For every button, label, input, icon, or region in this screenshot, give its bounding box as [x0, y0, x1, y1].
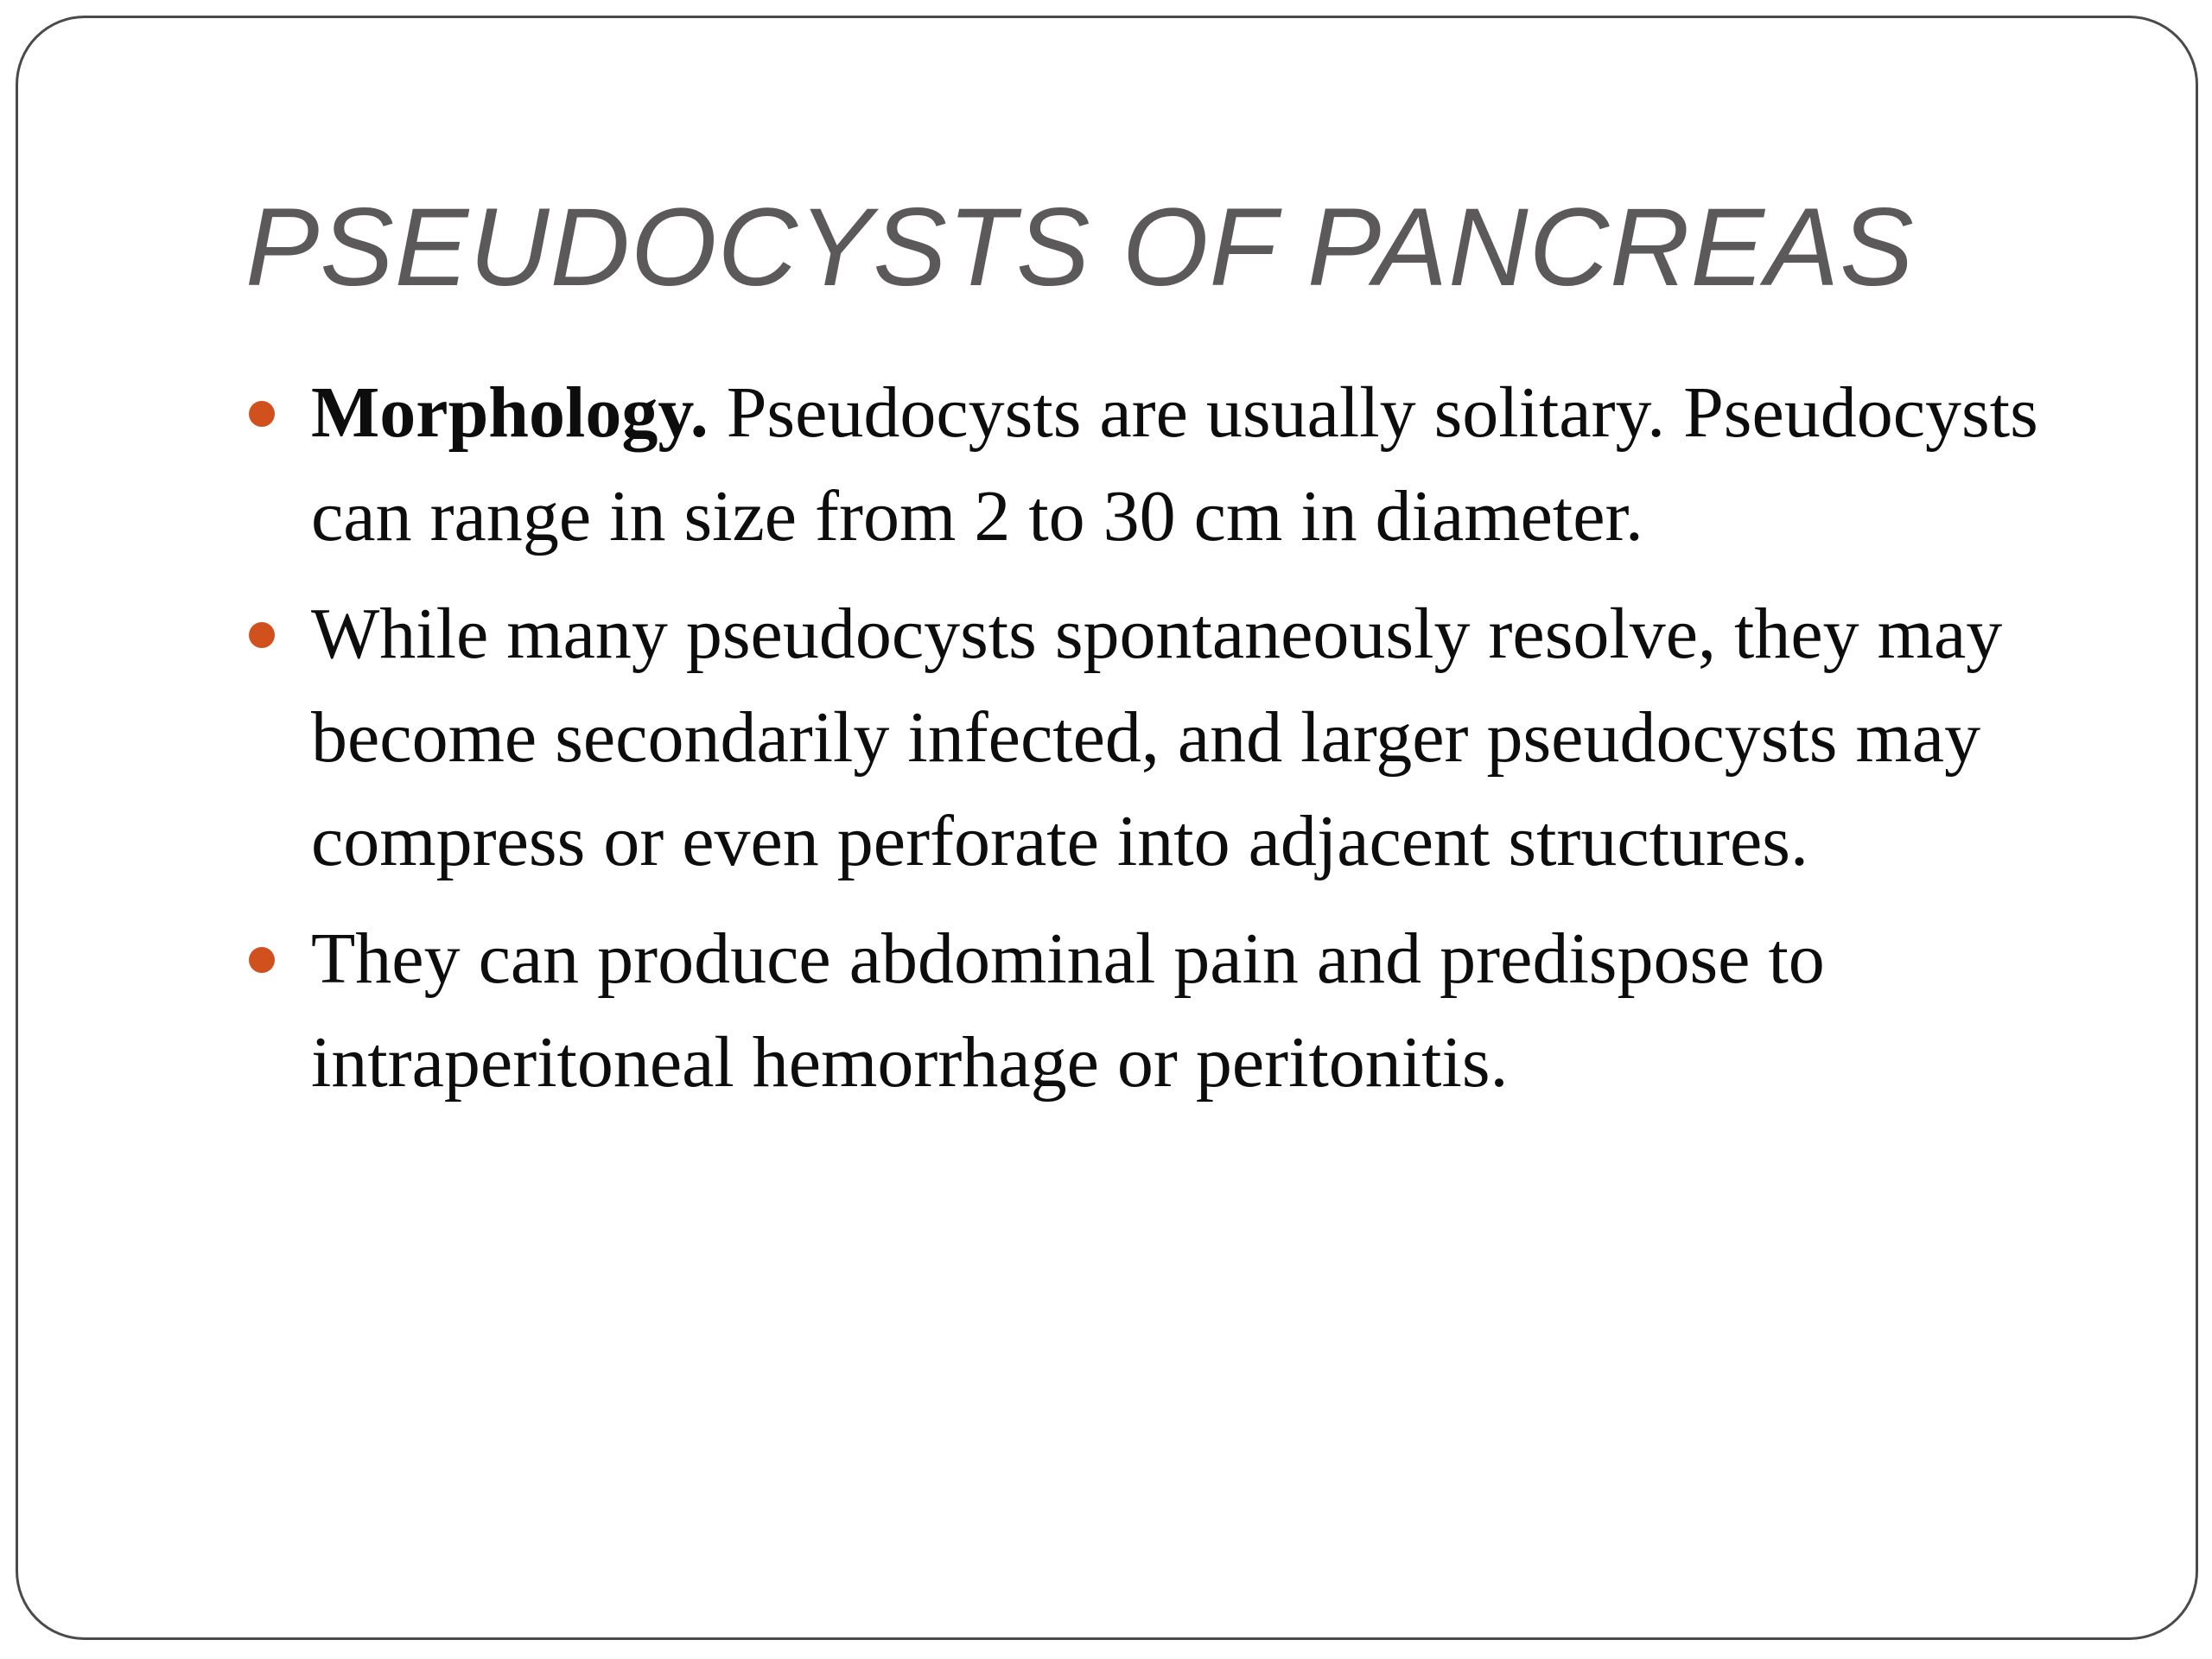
- bullet-dot-icon: [249, 401, 275, 427]
- bullet-text: They can produce abdominal pain and predispose to intraperitoneal hemorrhage or peritonitis.: [311, 918, 1825, 1103]
- bullet-item-morphology: [242, 361, 2108, 569]
- bullet-item-resolution: [242, 582, 2108, 893]
- bullet-lead-text: Morphology.: [311, 372, 709, 453]
- bullet-item-symptoms: [242, 907, 2108, 1115]
- bullet-dot-icon: [249, 947, 275, 973]
- bullet-text: While many pseudocysts spontaneously resolve, they may become secondarily infected, and larger pseudocysts may compress or even perforate into adjacent structures.: [311, 594, 2003, 881]
- slide-title: PSEUDOCYSTS OF PANCREAS: [245, 186, 1915, 309]
- bullet-dot-icon: [249, 622, 275, 648]
- bullet-text: Pseudocysts are usually solitary. Pseudocysts can range in size from 2 to 30 cm in diameter.: [311, 372, 2038, 556]
- bullet-list: [242, 361, 2108, 1128]
